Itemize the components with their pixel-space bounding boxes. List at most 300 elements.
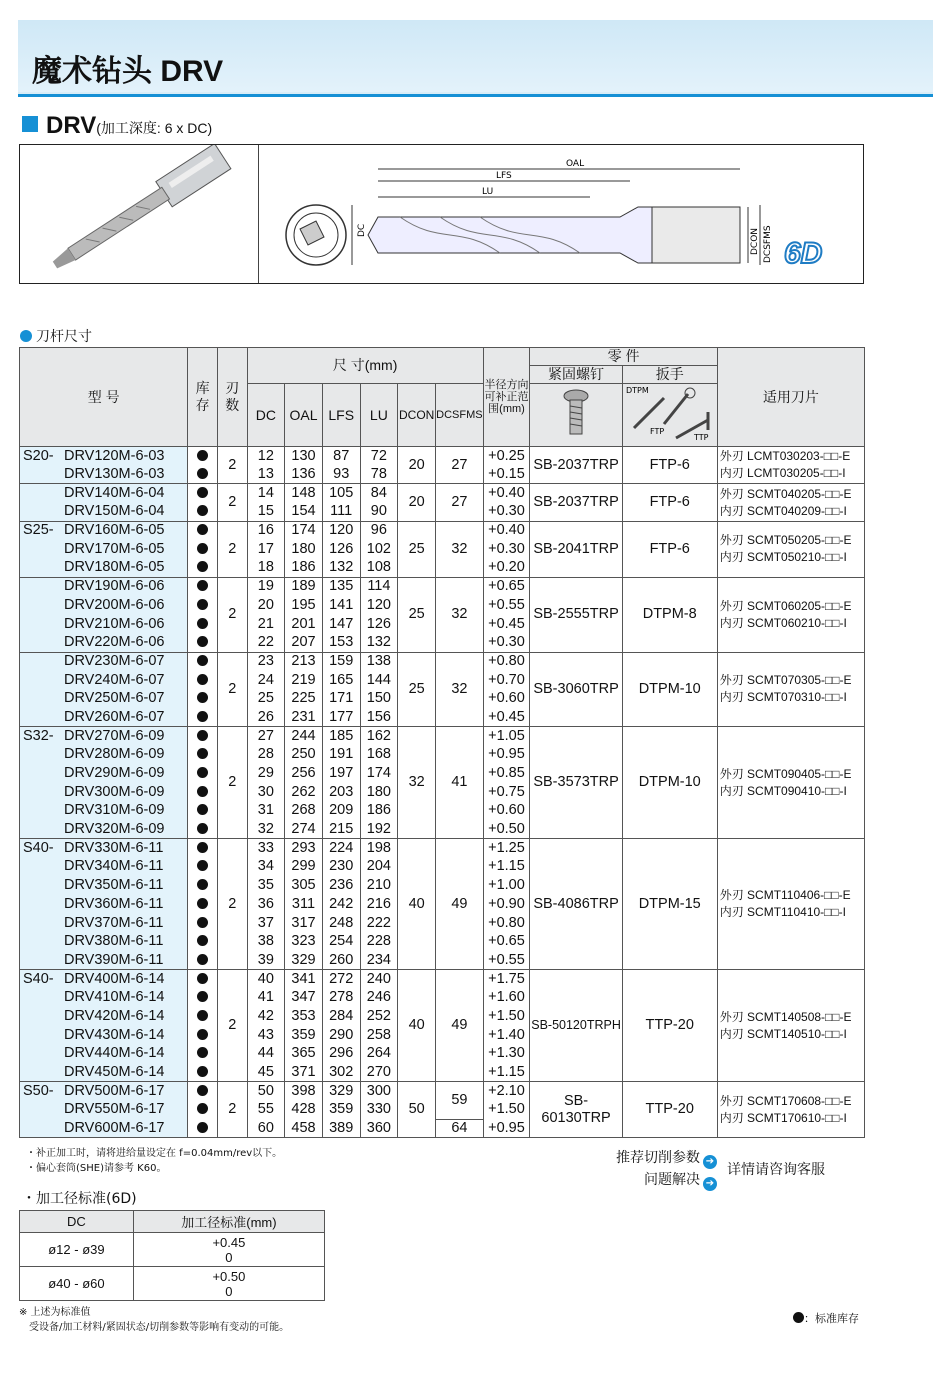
col-dcon: DCON — [398, 384, 436, 447]
size-cell: 264 — [360, 1045, 398, 1064]
stock-dot-icon — [197, 674, 208, 685]
dcon-cell: 40 — [398, 839, 436, 970]
radial-cell: +1.15 — [483, 1063, 530, 1082]
stock-cell — [188, 652, 218, 671]
screw-cell: SB-2041TRP — [530, 521, 622, 577]
model-name: DRV240M-6-07 — [64, 671, 165, 688]
model-name: DRV270M-6-09 — [64, 727, 165, 744]
size-cell: 42 — [247, 1007, 285, 1026]
dim-oal: OAL — [566, 159, 585, 169]
size-cell: 60 — [247, 1119, 285, 1138]
figure-divider — [258, 145, 259, 283]
stock-dot-icon — [197, 1066, 208, 1077]
size-cell: 231 — [285, 708, 323, 727]
screw-image — [530, 384, 622, 447]
size-cell: 210 — [360, 876, 398, 895]
size-cell: 191 — [322, 746, 360, 765]
size-cell: 305 — [285, 876, 323, 895]
dim-dcon: DCON — [750, 227, 760, 255]
model-name: DRV330M-6-11 — [64, 840, 164, 857]
model-cell — [20, 970, 188, 989]
flutes-cell: 2 — [217, 521, 247, 577]
size-cell: 105 — [322, 484, 360, 503]
size-cell: 15 — [247, 503, 285, 522]
dcon-cell: 20 — [398, 484, 436, 521]
insert-outer: 外刃 SCMT070305-□□-E — [719, 673, 852, 688]
size-cell: 25 — [247, 689, 285, 708]
model-name: DRV130M-6-03 — [64, 465, 165, 482]
size-cell: 96 — [360, 521, 398, 540]
size-cell: 250 — [285, 746, 323, 765]
radial-cell: +0.80 — [483, 914, 530, 933]
table-row — [20, 727, 865, 746]
screw-cell: SB-2037TRP — [530, 447, 622, 484]
stock-cell — [188, 988, 218, 1007]
screw-cell: SB-2037TRP — [530, 484, 622, 521]
size-cell: 198 — [360, 839, 398, 858]
stock-cell — [188, 1101, 218, 1120]
dcon-cell: 40 — [398, 970, 436, 1082]
stock-cell — [188, 727, 218, 746]
size-cell: 300 — [360, 1082, 398, 1101]
insert-inner: 内刃 SCMT090410-□□-I — [719, 783, 847, 798]
size-cell: 174 — [360, 764, 398, 783]
model-cell — [20, 1026, 188, 1045]
stock-dot-icon — [197, 842, 208, 853]
stock-dot-icon — [197, 599, 208, 610]
table-title: 刀杆尺寸 — [20, 326, 92, 346]
size-cell: 311 — [285, 895, 323, 914]
size-cell: 323 — [285, 932, 323, 951]
table-row — [20, 521, 865, 540]
insert-inner: 内刃 SCMT170610-□□-I — [719, 1110, 847, 1125]
wrench-cell: DTPM-15 — [622, 839, 717, 970]
size-cell: 55 — [247, 1101, 285, 1120]
radial-cell: +0.30 — [483, 633, 530, 652]
size-cell: 78 — [360, 465, 398, 484]
insert-cell — [717, 447, 864, 484]
dcsfms-cell: 32 — [436, 652, 483, 727]
stock-dot-icon — [197, 917, 208, 928]
radial-cell: +1.50 — [483, 1101, 530, 1120]
dcsfms-cell: 41 — [436, 727, 483, 839]
size-cell: 230 — [322, 858, 360, 877]
size-cell: 428 — [285, 1101, 323, 1120]
radial-cell: +0.15 — [483, 465, 530, 484]
insert-outer: 外刃 SCMT060205-□□-E — [719, 598, 852, 613]
stock-cell — [188, 521, 218, 540]
wrench-cell: FTP-6 — [622, 521, 717, 577]
insert-cell — [717, 577, 864, 652]
size-cell: 36 — [247, 895, 285, 914]
size-cell: 215 — [322, 820, 360, 839]
table-row — [20, 652, 865, 671]
wrench-cell: FTP-6 — [622, 484, 717, 521]
col-lfs: LFS — [322, 384, 360, 447]
size-cell: 359 — [322, 1101, 360, 1120]
size-cell: 219 — [285, 671, 323, 690]
stock-cell — [188, 465, 218, 484]
stock-cell — [188, 876, 218, 895]
radial-cell: +1.50 — [483, 1007, 530, 1026]
size-cell: 189 — [285, 577, 323, 596]
size-cell: 43 — [247, 1026, 285, 1045]
stock-cell — [188, 1119, 218, 1138]
radial-cell: +0.80 — [483, 652, 530, 671]
size-cell: 41 — [247, 988, 285, 1007]
size-cell: 347 — [285, 988, 323, 1007]
model-name: DRV410M-6-14 — [64, 989, 165, 1006]
stock-cell — [188, 802, 218, 821]
screw-icon — [561, 388, 591, 438]
stock-cell — [188, 633, 218, 652]
size-cell: 165 — [322, 671, 360, 690]
size-cell: 341 — [285, 970, 323, 989]
model-name: DRV380M-6-11 — [64, 933, 164, 950]
size-cell: 248 — [322, 914, 360, 933]
model-cell — [20, 708, 188, 727]
troubleshoot-link[interactable]: 问题解决 ➔ — [607, 1169, 717, 1191]
size-cell: 102 — [360, 540, 398, 559]
stock-cell — [188, 1082, 218, 1101]
size-cell: 44 — [247, 1045, 285, 1064]
size-cell: 299 — [285, 858, 323, 877]
radial-cell: +0.45 — [483, 708, 530, 727]
stock-cell — [188, 540, 218, 559]
note-feed: ・补正加工时，请将进给量设定在 f=0.04mm/rev以下。 — [26, 1148, 283, 1159]
size-cell: 120 — [322, 521, 360, 540]
col-model: 型 号 — [20, 348, 188, 447]
size-cell: 254 — [322, 932, 360, 951]
svg-text:FTP: FTP — [649, 427, 664, 436]
size-cell: 90 — [360, 503, 398, 522]
stock-dot-icon — [197, 618, 208, 629]
stock-cell — [188, 1007, 218, 1026]
size-cell: 180 — [360, 783, 398, 802]
size-cell: 136 — [285, 465, 323, 484]
size-cell: 296 — [322, 1045, 360, 1064]
dim-dc: DC — [357, 223, 367, 237]
size-cell: 330 — [360, 1101, 398, 1120]
stock-cell — [188, 783, 218, 802]
size-cell: 144 — [360, 671, 398, 690]
size-cell: 234 — [360, 951, 398, 970]
size-cell: 114 — [360, 577, 398, 596]
stock-cell — [188, 858, 218, 877]
stock-dot-icon — [197, 935, 208, 946]
stock-cell — [188, 671, 218, 690]
std-title: ・加工径标准(6D) — [22, 1191, 137, 1207]
stock-dot-icon — [197, 711, 208, 722]
size-cell: 302 — [322, 1063, 360, 1082]
insert-inner: 内刃 LCMT030205-□□-I — [719, 466, 846, 481]
size-cell: 108 — [360, 559, 398, 578]
model-name: DRV280M-6-09 — [64, 746, 165, 763]
stock-dot-icon — [197, 1103, 208, 1114]
radial-cell: +0.95 — [483, 746, 530, 765]
stock-dot-icon — [197, 1010, 208, 1021]
size-cell: 28 — [247, 746, 285, 765]
size-cell: 185 — [322, 727, 360, 746]
size-cell: 87 — [322, 447, 360, 466]
size-cell: 159 — [322, 652, 360, 671]
std-tol: +0.50 0 — [133, 1267, 324, 1301]
col-oal: OAL — [285, 384, 323, 447]
stock-dot-icon — [197, 580, 208, 591]
size-cell: 262 — [285, 783, 323, 802]
size-cell: 213 — [285, 652, 323, 671]
arrow-right-icon[interactable]: ➔ — [703, 1177, 717, 1191]
model-cell — [20, 521, 188, 540]
size-cell: 268 — [285, 802, 323, 821]
insert-inner: 内刃 SCMT110410-□□-I — [719, 905, 846, 920]
dim-lfs: LFS — [496, 171, 512, 181]
stock-cell — [188, 596, 218, 615]
model-name: DRV140M-6-04 — [64, 484, 165, 501]
size-cell: 27 — [247, 727, 285, 746]
stock-cell — [188, 708, 218, 727]
cutting-params-link[interactable]: 推荐切削参数 ➔ — [607, 1147, 717, 1169]
size-cell: 195 — [285, 596, 323, 615]
dim-dcsfms: DCSFMS — [763, 225, 773, 263]
svg-text:DTPM: DTPM — [625, 386, 649, 395]
size-cell: 228 — [360, 932, 398, 951]
model-cell — [20, 1082, 188, 1101]
size-cell: 32 — [247, 820, 285, 839]
flutes-cell: 2 — [217, 447, 247, 484]
model-cell — [20, 764, 188, 783]
size-cell: 130 — [285, 447, 323, 466]
model-cell — [20, 839, 188, 858]
wrench-cell: DTPM-10 — [622, 652, 717, 727]
model-cell — [20, 633, 188, 652]
size-cell: 21 — [247, 615, 285, 634]
model-name: DRV260M-6-07 — [64, 708, 165, 725]
model-name: DRV220M-6-06 — [64, 633, 165, 650]
model-name: DRV600M-6-17 — [64, 1119, 165, 1136]
model-cell — [20, 1045, 188, 1064]
square-icon — [22, 116, 38, 132]
drill-drawing — [260, 145, 860, 283]
size-cell: 132 — [322, 559, 360, 578]
table-row — [20, 970, 865, 989]
radial-cell: +0.55 — [483, 596, 530, 615]
svg-text:TTP: TTP — [693, 433, 709, 442]
size-cell: 293 — [285, 839, 323, 858]
size-cell: 186 — [285, 559, 323, 578]
size-cell: 13 — [247, 465, 285, 484]
model-name: DRV320M-6-09 — [64, 820, 165, 837]
size-cell: 371 — [285, 1063, 323, 1082]
size-cell: 209 — [322, 802, 360, 821]
radial-cell: +0.70 — [483, 671, 530, 690]
size-cell: 135 — [322, 577, 360, 596]
model-cell — [20, 447, 188, 466]
col-dc: DC — [247, 384, 285, 447]
size-cell: 225 — [285, 689, 323, 708]
dcsfms-cell: 27 — [436, 447, 483, 484]
stock-cell — [188, 914, 218, 933]
size-cell: 34 — [247, 858, 285, 877]
model-name: DRV360M-6-11 — [64, 895, 164, 912]
insert-outer: 外刃 LCMT030203-□□-E — [719, 449, 851, 464]
size-cell: 186 — [360, 802, 398, 821]
shank-label: S25- — [23, 522, 54, 539]
size-cell: 19 — [247, 577, 285, 596]
radial-cell: +0.65 — [483, 577, 530, 596]
size-cell: 201 — [285, 615, 323, 634]
radial-cell: +1.30 — [483, 1045, 530, 1064]
section-depth: (加工深度: 6 x DC) — [96, 120, 213, 136]
stock-dot-icon — [197, 898, 208, 909]
size-cell: 278 — [322, 988, 360, 1007]
radial-cell: +1.15 — [483, 858, 530, 877]
radial-cell: +1.05 — [483, 727, 530, 746]
radial-cell: +0.75 — [483, 783, 530, 802]
radial-cell: +1.00 — [483, 876, 530, 895]
size-cell: 203 — [322, 783, 360, 802]
arrow-right-icon[interactable]: ➔ — [703, 1155, 717, 1169]
size-cell: 329 — [285, 951, 323, 970]
size-cell: 272 — [322, 970, 360, 989]
shank-label: S40- — [23, 970, 54, 987]
stock-cell — [188, 839, 218, 858]
size-cell: 260 — [322, 951, 360, 970]
stock-cell — [188, 932, 218, 951]
flutes-cell: 2 — [217, 839, 247, 970]
stock-cell — [188, 1026, 218, 1045]
stock-dot-icon — [197, 505, 208, 516]
screw-cell: SB-60130TRP — [530, 1082, 622, 1138]
model-cell — [20, 746, 188, 765]
flutes-cell: 2 — [217, 652, 247, 727]
notes — [26, 1146, 282, 1176]
stock-dot-icon — [197, 730, 208, 741]
model-cell — [20, 820, 188, 839]
insert-cell — [717, 521, 864, 577]
header-rule — [18, 94, 933, 97]
size-cell: 16 — [247, 521, 285, 540]
insert-outer: 外刃 SCMT170608-□□-E — [719, 1093, 852, 1108]
model-cell — [20, 1101, 188, 1120]
size-cell: 317 — [285, 914, 323, 933]
table-row — [20, 1082, 865, 1101]
dcsfms-cell: 59 — [436, 1082, 483, 1119]
model-name: DRV120M-6-03 — [64, 447, 165, 464]
stock-dot-icon — [197, 487, 208, 498]
wrench-cell: DTPM-8 — [622, 577, 717, 652]
stock-dot-icon — [197, 954, 208, 965]
note-sleeve: ・偏心套筒(SHE)请参考 K60。 — [26, 1163, 167, 1174]
size-cell: 132 — [360, 633, 398, 652]
size-cell: 270 — [360, 1063, 398, 1082]
stock-cell — [188, 484, 218, 503]
size-cell: 398 — [285, 1082, 323, 1101]
model-cell — [20, 802, 188, 821]
footer-note: ※ 上述为标准值 受设备/加工材料/紧固状态/切削参数等影响有变动的可能。 — [19, 1307, 290, 1333]
model-name: DRV150M-6-04 — [64, 503, 165, 520]
stock-cell — [188, 615, 218, 634]
size-cell: 138 — [360, 652, 398, 671]
section-heading — [22, 112, 212, 140]
insert-outer: 外刃 SCMT140508-□□-E — [719, 1009, 852, 1024]
insert-cell — [717, 484, 864, 521]
radial-cell: +0.55 — [483, 951, 530, 970]
stock-cell — [188, 820, 218, 839]
size-cell: 329 — [322, 1082, 360, 1101]
size-cell: 31 — [247, 802, 285, 821]
dcon-cell: 25 — [398, 577, 436, 652]
model-cell — [20, 503, 188, 522]
model-name: DRV500M-6-17 — [64, 1082, 165, 1099]
radial-cell: +0.60 — [483, 689, 530, 708]
model-name: DRV350M-6-11 — [64, 877, 164, 894]
model-cell — [20, 932, 188, 951]
radial-cell: +1.75 — [483, 970, 530, 989]
flutes-cell: 2 — [217, 577, 247, 652]
radial-cell: +2.10 — [483, 1082, 530, 1101]
table-row — [20, 839, 865, 858]
size-cell: 174 — [285, 521, 323, 540]
std-table — [19, 1210, 325, 1301]
wrench-cell: FTP-6 — [622, 447, 717, 484]
size-cell: 12 — [247, 447, 285, 466]
radial-cell: +0.30 — [483, 540, 530, 559]
size-cell: 22 — [247, 633, 285, 652]
col-dcsfms: DCSFMS — [436, 384, 483, 447]
size-cell: 274 — [285, 820, 323, 839]
dcsfms-cell: 49 — [436, 839, 483, 970]
stock-dot-icon — [197, 1085, 208, 1096]
insert-cell — [717, 727, 864, 839]
stock-cell — [188, 895, 218, 914]
radial-cell: +0.65 — [483, 932, 530, 951]
size-cell: 204 — [360, 858, 398, 877]
stock-cell — [188, 503, 218, 522]
model-cell — [20, 858, 188, 877]
radial-cell: +1.40 — [483, 1026, 530, 1045]
size-cell: 353 — [285, 1007, 323, 1026]
radial-cell: +0.30 — [483, 503, 530, 522]
col-radial: 半径方向可补正范围(mm) — [483, 348, 530, 447]
std-dc: ø12 - ø39 — [20, 1233, 134, 1267]
radial-cell: +1.25 — [483, 839, 530, 858]
col-flutes: 刃 数 — [217, 348, 247, 447]
stock-cell — [188, 559, 218, 578]
stock-dot-icon — [197, 804, 208, 815]
model-name: DRV400M-6-14 — [64, 970, 165, 987]
size-cell: 23 — [247, 652, 285, 671]
dcon-cell: 25 — [398, 652, 436, 727]
size-cell: 389 — [322, 1119, 360, 1138]
size-cell: 45 — [247, 1063, 285, 1082]
size-cell: 148 — [285, 484, 323, 503]
size-cell: 141 — [322, 596, 360, 615]
size-cell: 93 — [322, 465, 360, 484]
stock-dot-icon — [197, 767, 208, 778]
drill-photo — [24, 145, 254, 283]
dcon-cell: 20 — [398, 447, 436, 484]
stock-dot-icon — [197, 636, 208, 647]
table-row — [20, 447, 865, 466]
model-cell — [20, 540, 188, 559]
model-cell — [20, 783, 188, 802]
model-name: DRV310M-6-09 — [64, 802, 165, 819]
size-cell: 252 — [360, 1007, 398, 1026]
stock-cell — [188, 1063, 218, 1082]
size-cell: 240 — [360, 970, 398, 989]
page-header — [18, 20, 933, 97]
